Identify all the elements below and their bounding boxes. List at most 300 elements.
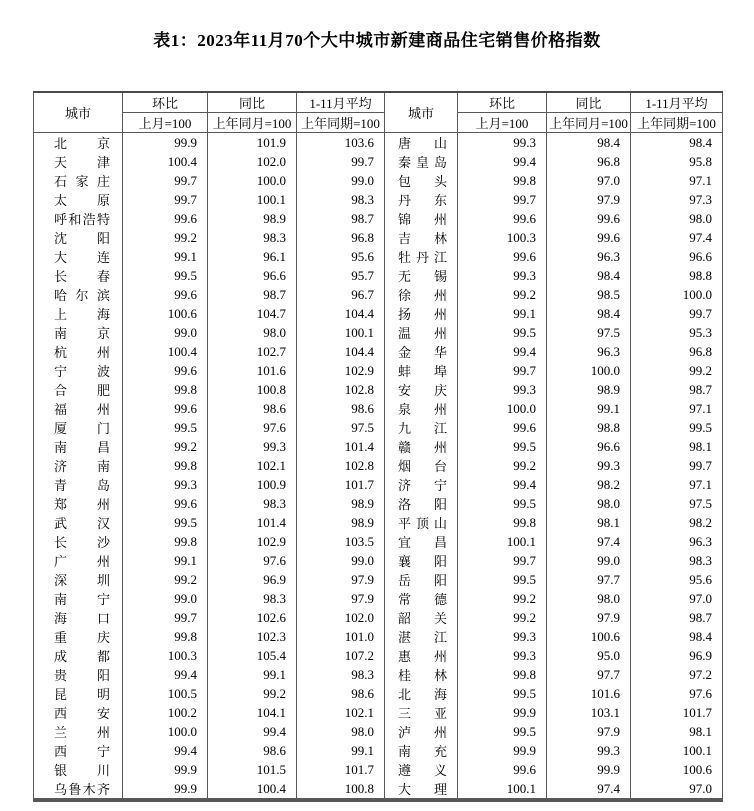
city-name: 西 安 [54, 706, 110, 721]
avg-value-right: 98.2 [631, 513, 723, 532]
city-cell-left [34, 285, 123, 304]
mom-value-left: 100.5 [123, 684, 208, 703]
table-body [34, 133, 723, 801]
mom-value-right: 100.0 [458, 399, 547, 418]
city-name: 石 家 庄 [54, 174, 110, 189]
avg-value-left: 98.9 [297, 494, 385, 513]
mom-value-right: 99.5 [458, 684, 547, 703]
avg-value-right: 97.0 [631, 779, 723, 800]
city-name: 赣 州 [398, 440, 447, 455]
mom-value-right: 99.8 [458, 665, 547, 684]
mom-value-left: 99.8 [123, 627, 208, 646]
avg-value-right: 95.3 [631, 323, 723, 342]
city-name: 乌 鲁 木 齐 [54, 782, 110, 797]
column-subheader-mom-base-right: 上月=100 [458, 113, 547, 133]
column-header-mom-right: 环比 [458, 92, 547, 113]
table-row [34, 570, 723, 589]
mom-value-right: 100.1 [458, 532, 547, 551]
city-name: 郑 州 [54, 497, 110, 512]
mom-value-right: 99.1 [458, 304, 547, 323]
city-name: 桂 林 [398, 668, 447, 683]
yoy-value-right: 98.4 [547, 304, 631, 323]
yoy-value-left: 99.2 [208, 684, 297, 703]
city-cell-right [385, 513, 458, 532]
mom-value-left: 99.5 [123, 418, 208, 437]
avg-value-left: 102.9 [297, 361, 385, 380]
city-name: 韶 关 [398, 611, 447, 626]
mom-value-left: 99.2 [123, 570, 208, 589]
city-name: 岳 阳 [398, 573, 447, 588]
city-cell-right [385, 703, 458, 722]
table-row [34, 285, 723, 304]
avg-value-left: 98.3 [297, 190, 385, 209]
city-name: 包 头 [398, 174, 447, 189]
city-cell-right [385, 361, 458, 380]
city-cell-right [385, 741, 458, 760]
yoy-value-left: 98.6 [208, 741, 297, 760]
avg-value-left: 98.9 [297, 513, 385, 532]
city-cell-right [385, 570, 458, 589]
table-row [34, 361, 723, 380]
mom-value-left: 100.6 [123, 304, 208, 323]
table-row [34, 646, 723, 665]
table-row [34, 589, 723, 608]
city-cell-right [385, 532, 458, 551]
city-name: 三 亚 [398, 706, 447, 721]
column-header-city-left: 城市 [34, 92, 123, 133]
city-name: 襄 阳 [398, 554, 447, 569]
avg-value-right: 96.6 [631, 247, 723, 266]
city-cell-right [385, 152, 458, 171]
avg-value-left: 99.7 [297, 152, 385, 171]
city-cell-left [34, 437, 123, 456]
city-cell-right [385, 475, 458, 494]
yoy-value-right: 97.7 [547, 665, 631, 684]
mom-value-left: 99.6 [123, 209, 208, 228]
column-subheader-avg-base-left: 上年同期=100 [297, 113, 385, 133]
avg-value-left: 99.1 [297, 741, 385, 760]
city-cell-left [34, 722, 123, 741]
avg-value-right: 97.5 [631, 494, 723, 513]
yoy-value-right: 99.0 [547, 551, 631, 570]
mom-value-left: 100.2 [123, 703, 208, 722]
avg-value-left: 102.1 [297, 703, 385, 722]
avg-value-right: 95.6 [631, 570, 723, 589]
city-name: 大 理 [398, 782, 447, 797]
avg-value-left: 102.8 [297, 456, 385, 475]
yoy-value-right: 96.6 [547, 437, 631, 456]
mom-value-left: 100.3 [123, 646, 208, 665]
avg-value-left: 97.5 [297, 418, 385, 437]
city-cell-left [34, 323, 123, 342]
avg-value-left: 102.8 [297, 380, 385, 399]
avg-value-right: 99.7 [631, 304, 723, 323]
yoy-value-left: 96.9 [208, 570, 297, 589]
avg-value-right: 98.3 [631, 551, 723, 570]
table-row [34, 399, 723, 418]
city-name: 无 锡 [398, 269, 447, 284]
city-name: 泸 州 [398, 725, 447, 740]
mom-value-left: 99.8 [123, 380, 208, 399]
mom-value-right: 99.6 [458, 247, 547, 266]
city-name: 成 都 [54, 649, 110, 664]
yoy-value-right: 96.3 [547, 342, 631, 361]
mom-value-left: 100.4 [123, 342, 208, 361]
header-row-2 [34, 113, 723, 133]
yoy-value-left: 98.9 [208, 209, 297, 228]
city-name: 天 津 [54, 155, 110, 170]
city-cell-left [34, 190, 123, 209]
column-header-mom-left: 环比 [123, 92, 208, 113]
avg-value-right: 95.8 [631, 152, 723, 171]
avg-value-left: 104.4 [297, 304, 385, 323]
mom-value-right: 99.5 [458, 570, 547, 589]
city-name: 宁 波 [54, 364, 110, 379]
city-name: 蚌 埠 [398, 364, 447, 379]
avg-value-left: 100.8 [297, 779, 385, 800]
yoy-value-left: 102.1 [208, 456, 297, 475]
city-cell-left [34, 532, 123, 551]
city-cell-right [385, 418, 458, 437]
mom-value-right: 99.5 [458, 722, 547, 741]
yoy-value-left: 99.1 [208, 665, 297, 684]
city-name: 南 昌 [54, 440, 110, 455]
city-name: 常 德 [398, 592, 447, 607]
table-row [34, 171, 723, 190]
avg-value-right: 99.2 [631, 361, 723, 380]
city-cell-right [385, 437, 458, 456]
city-cell-left [34, 684, 123, 703]
city-cell-right [385, 760, 458, 779]
avg-value-right: 97.1 [631, 399, 723, 418]
mom-value-right: 99.9 [458, 741, 547, 760]
yoy-value-left: 104.1 [208, 703, 297, 722]
avg-value-right: 98.1 [631, 722, 723, 741]
city-name: 唐 山 [398, 136, 447, 151]
column-subheader-yoy-base-left: 上年同月=100 [208, 113, 297, 133]
yoy-value-left: 98.7 [208, 285, 297, 304]
table-row [34, 209, 723, 228]
yoy-value-right: 99.6 [547, 228, 631, 247]
city-name: 福 州 [54, 402, 110, 417]
mom-value-right: 99.7 [458, 190, 547, 209]
yoy-value-left: 99.4 [208, 722, 297, 741]
avg-value-left: 98.7 [297, 209, 385, 228]
yoy-value-right: 97.4 [547, 779, 631, 800]
city-cell-left [34, 760, 123, 779]
yoy-value-left: 98.0 [208, 323, 297, 342]
city-cell-right [385, 304, 458, 323]
column-subheader-avg-base-right: 上年同期=100 [631, 113, 723, 133]
mom-value-left: 99.0 [123, 323, 208, 342]
avg-value-left: 103.6 [297, 133, 385, 153]
city-cell-right [385, 190, 458, 209]
yoy-value-left: 101.5 [208, 760, 297, 779]
table-row [34, 551, 723, 570]
city-name: 九 江 [398, 421, 447, 436]
table-row [34, 532, 723, 551]
table-row [34, 456, 723, 475]
city-name: 宜 昌 [398, 535, 447, 550]
mom-value-left: 99.4 [123, 741, 208, 760]
city-name: 南 宁 [54, 592, 110, 607]
city-cell-right [385, 342, 458, 361]
mom-value-right: 99.2 [458, 456, 547, 475]
yoy-value-right: 99.6 [547, 209, 631, 228]
city-cell-right [385, 285, 458, 304]
avg-value-right: 98.0 [631, 209, 723, 228]
mom-value-left: 99.6 [123, 285, 208, 304]
city-name: 温 州 [398, 326, 447, 341]
city-name: 兰 州 [54, 725, 110, 740]
mom-value-left: 99.7 [123, 190, 208, 209]
mom-value-left: 99.8 [123, 456, 208, 475]
avg-value-left: 103.5 [297, 532, 385, 551]
table-row [34, 494, 723, 513]
avg-value-left: 101.7 [297, 760, 385, 779]
city-cell-left [34, 570, 123, 589]
city-name: 平 顶 山 [398, 516, 447, 531]
yoy-value-right: 98.0 [547, 589, 631, 608]
city-cell-left [34, 228, 123, 247]
page-title: 表1：2023年11月70个大中城市新建商品住宅销售价格指数 [153, 31, 601, 50]
yoy-value-right: 103.1 [547, 703, 631, 722]
mom-value-right: 99.4 [458, 475, 547, 494]
mom-value-right: 99.4 [458, 152, 547, 171]
city-cell-left [34, 361, 123, 380]
city-cell-left [34, 342, 123, 361]
city-name: 扬 州 [398, 307, 447, 322]
avg-value-right: 97.1 [631, 475, 723, 494]
city-name: 烟 台 [398, 459, 447, 474]
mom-value-left: 99.5 [123, 513, 208, 532]
city-cell-right [385, 551, 458, 570]
city-name: 长 沙 [54, 535, 110, 550]
city-name: 厦 门 [54, 421, 110, 436]
yoy-value-left: 100.0 [208, 171, 297, 190]
yoy-value-left: 98.6 [208, 399, 297, 418]
yoy-value-right: 100.6 [547, 627, 631, 646]
mom-value-right: 100.3 [458, 228, 547, 247]
city-name: 秦 皇 岛 [398, 155, 447, 170]
mom-value-right: 99.3 [458, 646, 547, 665]
avg-value-right: 98.8 [631, 266, 723, 285]
yoy-value-right: 101.6 [547, 684, 631, 703]
mom-value-right: 99.3 [458, 266, 547, 285]
city-name: 北 京 [54, 136, 110, 151]
avg-value-left: 98.3 [297, 665, 385, 684]
mom-value-right: 99.5 [458, 323, 547, 342]
city-name: 湛 江 [398, 630, 447, 645]
mom-value-right: 99.7 [458, 361, 547, 380]
city-name: 武 汉 [54, 516, 110, 531]
mom-value-left: 100.4 [123, 152, 208, 171]
mom-value-right: 99.6 [458, 418, 547, 437]
mom-value-left: 99.3 [123, 475, 208, 494]
mom-value-right: 99.4 [458, 342, 547, 361]
yoy-value-right: 97.0 [547, 171, 631, 190]
city-name: 广 州 [54, 554, 110, 569]
table-row [34, 133, 723, 153]
mom-value-left: 99.9 [123, 760, 208, 779]
city-name: 沈 阳 [54, 231, 110, 246]
city-cell-right [385, 684, 458, 703]
yoy-value-left: 101.6 [208, 361, 297, 380]
avg-value-left: 97.9 [297, 589, 385, 608]
column-subheader-yoy-base-right: 上年同月=100 [547, 113, 631, 133]
city-cell-left [34, 475, 123, 494]
yoy-value-left: 98.3 [208, 589, 297, 608]
mom-value-right: 99.3 [458, 380, 547, 399]
city-cell-right [385, 133, 458, 153]
city-cell-right [385, 247, 458, 266]
city-name: 丹 东 [398, 193, 447, 208]
city-name: 西 宁 [54, 744, 110, 759]
yoy-value-left: 98.3 [208, 494, 297, 513]
column-header-city-right: 城市 [385, 92, 458, 133]
city-cell-right [385, 779, 458, 800]
table-row [34, 703, 723, 722]
mom-value-right: 99.2 [458, 285, 547, 304]
table-row [34, 304, 723, 323]
yoy-value-left: 97.6 [208, 551, 297, 570]
city-name: 济 南 [54, 459, 110, 474]
city-cell-left [34, 513, 123, 532]
yoy-value-right: 98.5 [547, 285, 631, 304]
avg-value-right: 98.4 [631, 627, 723, 646]
avg-value-right: 96.9 [631, 646, 723, 665]
city-cell-right [385, 456, 458, 475]
mom-value-right: 99.5 [458, 437, 547, 456]
avg-value-left: 98.0 [297, 722, 385, 741]
table-row [34, 228, 723, 247]
table-row [34, 380, 723, 399]
yoy-value-right: 98.1 [547, 513, 631, 532]
city-cell-left [34, 627, 123, 646]
city-name: 银 川 [54, 763, 110, 778]
yoy-value-left: 100.4 [208, 779, 297, 800]
yoy-value-left: 102.6 [208, 608, 297, 627]
mom-value-left: 99.0 [123, 589, 208, 608]
city-name: 锦 州 [398, 212, 447, 227]
avg-value-right: 96.8 [631, 342, 723, 361]
table-row [34, 342, 723, 361]
table-row [34, 760, 723, 779]
yoy-value-right: 97.9 [547, 722, 631, 741]
city-cell-right [385, 589, 458, 608]
column-header-yoy-left: 同比 [208, 92, 297, 113]
city-cell-left [34, 703, 123, 722]
city-name: 遵 义 [398, 763, 447, 778]
yoy-value-right: 97.9 [547, 608, 631, 627]
mom-value-left: 99.6 [123, 494, 208, 513]
avg-value-right: 98.7 [631, 380, 723, 399]
city-name: 吉 林 [398, 231, 447, 246]
yoy-value-left: 102.0 [208, 152, 297, 171]
city-cell-right [385, 646, 458, 665]
city-name: 青 岛 [54, 478, 110, 493]
column-header-avg-left: 1-11月平均 [297, 92, 385, 113]
city-cell-left [34, 494, 123, 513]
city-cell-left [34, 304, 123, 323]
avg-value-right: 100.1 [631, 741, 723, 760]
avg-value-left: 104.4 [297, 342, 385, 361]
yoy-value-left: 105.4 [208, 646, 297, 665]
mom-value-left: 99.6 [123, 361, 208, 380]
mom-value-left: 99.2 [123, 228, 208, 247]
yoy-value-left: 102.7 [208, 342, 297, 361]
avg-value-right: 97.4 [631, 228, 723, 247]
yoy-value-right: 100.0 [547, 361, 631, 380]
city-cell-left [34, 779, 123, 800]
yoy-value-left: 98.3 [208, 228, 297, 247]
table-row [34, 190, 723, 209]
price-index-table [33, 91, 723, 802]
city-name: 上 海 [54, 307, 110, 322]
city-name: 牡 丹 江 [398, 250, 447, 265]
avg-value-left: 96.7 [297, 285, 385, 304]
city-name: 徐 州 [398, 288, 447, 303]
yoy-value-right: 98.9 [547, 380, 631, 399]
avg-value-left: 96.8 [297, 228, 385, 247]
city-cell-left [34, 589, 123, 608]
yoy-value-left: 102.3 [208, 627, 297, 646]
avg-value-left: 107.2 [297, 646, 385, 665]
yoy-value-right: 97.7 [547, 570, 631, 589]
yoy-value-left: 101.4 [208, 513, 297, 532]
city-name: 大 连 [54, 250, 110, 265]
city-name: 北 海 [398, 687, 447, 702]
city-cell-left [34, 665, 123, 684]
avg-value-left: 99.0 [297, 171, 385, 190]
table-row [34, 418, 723, 437]
city-cell-right [385, 323, 458, 342]
city-cell-right [385, 228, 458, 247]
city-name: 南 京 [54, 326, 110, 341]
mom-value-left: 99.9 [123, 779, 208, 800]
table-row [34, 475, 723, 494]
yoy-value-right: 99.3 [547, 456, 631, 475]
mom-value-right: 99.2 [458, 589, 547, 608]
avg-value-left: 98.6 [297, 684, 385, 703]
city-cell-left [34, 380, 123, 399]
avg-value-right: 101.7 [631, 703, 723, 722]
city-cell-left [34, 247, 123, 266]
city-cell-right [385, 722, 458, 741]
city-name: 惠 州 [398, 649, 447, 664]
yoy-value-right: 97.9 [547, 190, 631, 209]
mom-value-right: 100.1 [458, 779, 547, 800]
mom-value-left: 99.8 [123, 532, 208, 551]
city-cell-left [34, 171, 123, 190]
mom-value-left: 100.0 [123, 722, 208, 741]
avg-value-left: 100.1 [297, 323, 385, 342]
table-row [34, 437, 723, 456]
avg-value-right: 98.1 [631, 437, 723, 456]
city-name: 南 充 [398, 744, 447, 759]
column-subheader-mom-base-left: 上月=100 [123, 113, 208, 133]
table-row [34, 608, 723, 627]
mom-value-left: 99.4 [123, 665, 208, 684]
table-row [34, 779, 723, 800]
yoy-value-left: 104.7 [208, 304, 297, 323]
mom-value-right: 99.7 [458, 551, 547, 570]
yoy-value-right: 98.2 [547, 475, 631, 494]
avg-value-right: 97.0 [631, 589, 723, 608]
mom-value-left: 99.9 [123, 133, 208, 153]
mom-value-right: 99.5 [458, 494, 547, 513]
avg-value-right: 100.6 [631, 760, 723, 779]
